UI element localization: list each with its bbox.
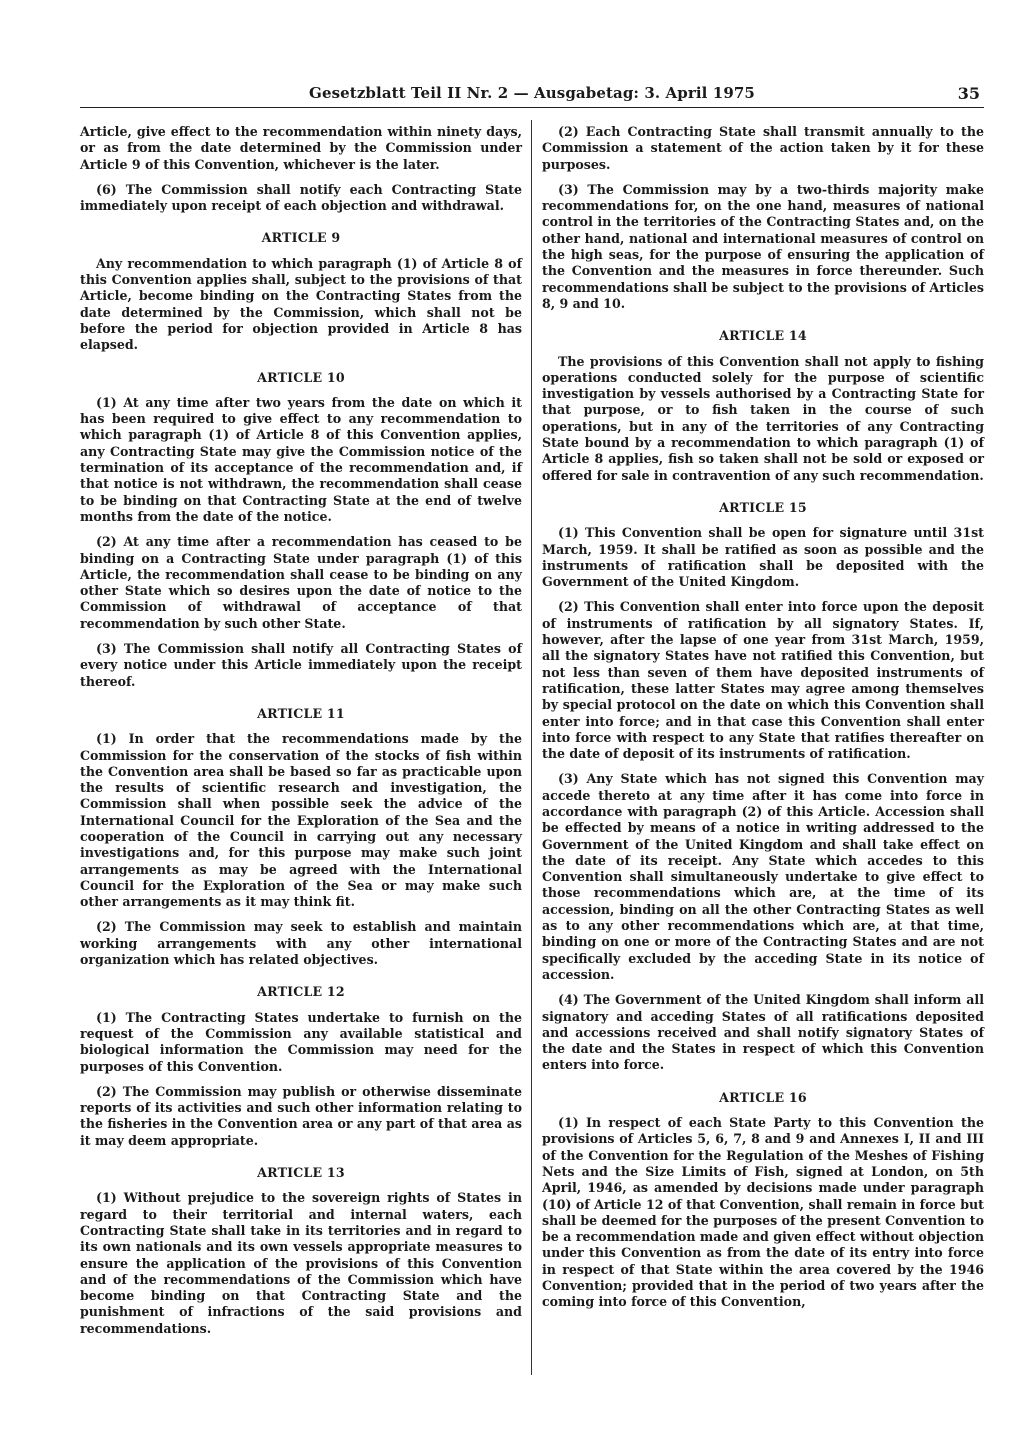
article-heading: ARTICLE 15: [719, 499, 807, 515]
paragraph: (1) At any time after two years from the date on which it has been required to give effect to any recommendation to which paragraph (1) of Article 8 of this Convention applies, any Contracting State may give the Commission notice of the termination of its acceptance of the recommendation and, if that notice is not withdrawn, the recommendation shall cease to be binding on that Contracting State at the end of twelve months from the date of the notice.: [80, 394, 522, 524]
right-column: [542, 124, 984, 1320]
gazette-title: Gesetzblatt Teil II Nr. 2 — Ausgabetag: 3. April 1975: [309, 84, 755, 102]
paragraph: Article, give effect to the recommendation within ninety days, or as from the date determined by the Commission under Article 9 of this Convention, whichever is the later.: [80, 124, 522, 172]
paragraph: (3) The Commission may by a two-thirds majority make recommendations for, on the one hand, measures of national control in the territories of the Contracting States and, on the other hand, national and international measures of control on the high seas, for the purpose of ensuring the application of the Convention and the measures in force thereunder. Such recommendations shall be subject to the provisions of Articles 8, 9 and 10.: [542, 181, 984, 311]
paragraph: (1) Without prejudice to the sovereign rights of States in regard to their territorial and internal waters, each Contracting State shall take in its territories and in regard to its own nationals and its own vessels appropriate measures to ensure the application of the provisions of this Convention and of the recommendations of the Commission which have become binding on that Contracting State and the punishment of infractions of the said provisions and recommendations.: [80, 1190, 522, 1336]
column-divider: [531, 120, 532, 1375]
paragraph: (2) At any time after a recommendation has ceased to be binding on a Contracting State under paragraph (1) of this Article, the recommendation shall cease to be binding on any other State which so desires upon the date of notice to the Commission of withdrawal of acceptance of that recommendation by such other State.: [80, 534, 522, 631]
article-heading: ARTICLE 12: [257, 984, 345, 1000]
paragraph: (2) This Convention shall enter into force upon the deposit of instruments of ratification by all signatory States. If, however, after the lapse of one year from 31st March, 1959, all the signatory States have not ratified this Convention, but not less than seven of them have deposited instruments of ratification, these latter States may agree among themselves by special protocol on the date on which this Convention shall enter into force; and in that case this Convention shall enter into force with respect to any State that ratifies thereafter on the date of deposit of its instruments of ratification.: [542, 599, 984, 762]
paragraph: (1) This Convention shall be open for signature until 31st March, 1959. It shall be ratified as soon as possible and the instruments of ratification shall be deposited with the Government of the United Kingdom.: [542, 525, 984, 590]
paragraph: (2) Each Contracting State shall transmit annually to the Commission a statement of the action taken by it for these purposes.: [542, 124, 984, 172]
paragraph: (1) The Contracting States undertake to furnish on the request of the Commission any available statistical and biological information the Commission may need for the purposes of this Convention.: [80, 1009, 522, 1074]
paragraph: The provisions of this Convention shall not apply to fishing operations conducted solely for the purpose of scientific investigation by vessels authorised by a Contracting State for that purpose, or to fish taken in the course of such operations, but in any of the territories of any Contracting State bound by a recommendation to which paragraph (1) of Article 8 applies, fish so taken shall not be sold or exposed or offered for sale in contravention of any such recommendation.: [542, 353, 984, 483]
article-heading: ARTICLE 11: [257, 705, 345, 721]
page-number: 35: [957, 84, 980, 103]
paragraph: (4) The Government of the United Kingdom shall inform all signatory and acceding States of all ratifications deposited and accessions received and shall notify signatory States of the date and the States in respect of which this Convention enters into force.: [542, 992, 984, 1073]
article-heading: ARTICLE 10: [257, 369, 345, 385]
paragraph: Any recommendation to which paragraph (1) of Article 8 of this Convention applies shall, subject to the provisions of that Article, become binding on the Contracting States from the date determined by the Commission, which shall not be before the period for objection provided in Article 8 has elapsed.: [80, 255, 522, 353]
paragraph: (6) The Commission shall notify each Contracting State immediately upon receipt of each objection and withdrawal.: [80, 181, 522, 214]
paragraph: (1) In order that the recommendations made by the Commission for the conservation of the stocks of fish within the Convention area shall be based so far as practicable upon the results of scientific research and investigation, the Commission shall when possible seek the advice of the International Council for the Exploration of the Sea and the cooperation of the Council in carrying out any necessary investigations and, for this purpose may make such joint arrangements as may be agreed with the International Council for the Exploration of the Sea or may make such other arrangements as it may think fit.: [80, 731, 522, 910]
article-heading: ARTICLE 13: [257, 1165, 345, 1181]
paragraph: (2) The Commission may seek to establish and maintain working arrangements with any other international organization which has related objectives.: [80, 919, 522, 968]
paragraph: (3) The Commission shall notify all Contracting States of every notice under this Article immediately upon the receipt thereof.: [80, 641, 522, 689]
left-column: [80, 124, 522, 1346]
paragraph: (2) The Commission may publish or otherwise disseminate reports of its activities and such other information relating to the fisheries in the Convention area or any part of that area as it may deem appropriate.: [80, 1083, 522, 1148]
article-heading: ARTICLE 9: [261, 230, 341, 246]
paragraph: (1) In respect of each State Party to this Convention the provisions of Articles 5, 6, 7, 8 and 9 and Annexes I, II and III of the Convention for the Regulation of the Meshes of Fishing Nets and the Size Limits of Fish, signed at London, on 5th April, 1946, as amended by decisions made under paragraph (10) of Article 12 of that Convention, shall remain in force but shall be deemed for the purposes of the present Convention to be a recommendation made and given effect without objection under this Convention as from the date of its entry into force in respect of that State within the area covered by the 1946 Convention; provided that in the period of two years after the coming into force of this Convention,: [542, 1115, 984, 1310]
article-heading: ARTICLE 16: [719, 1089, 807, 1105]
paragraph: (3) Any State which has not signed this Convention may accede thereto at any time after it has come into force in accordance with paragraph (2) of this Article. Accession shall be effected by means of a notice in writing addressed to the Government of the United Kingdom and shall take effect on the date of its receipt. Any State which accedes to this Convention shall simultaneously undertake to give effect to those recommendations which are, at the time of its accession, binding on all the other Contracting States as well as to any other recommendations which are, at that time, binding on one or more of the Contracting States and are not specifically excluded by the acceding State in its notice of accession.: [542, 771, 984, 982]
article-heading: ARTICLE 14: [719, 328, 807, 344]
header-divider: [80, 107, 984, 108]
page-header: [80, 84, 984, 106]
